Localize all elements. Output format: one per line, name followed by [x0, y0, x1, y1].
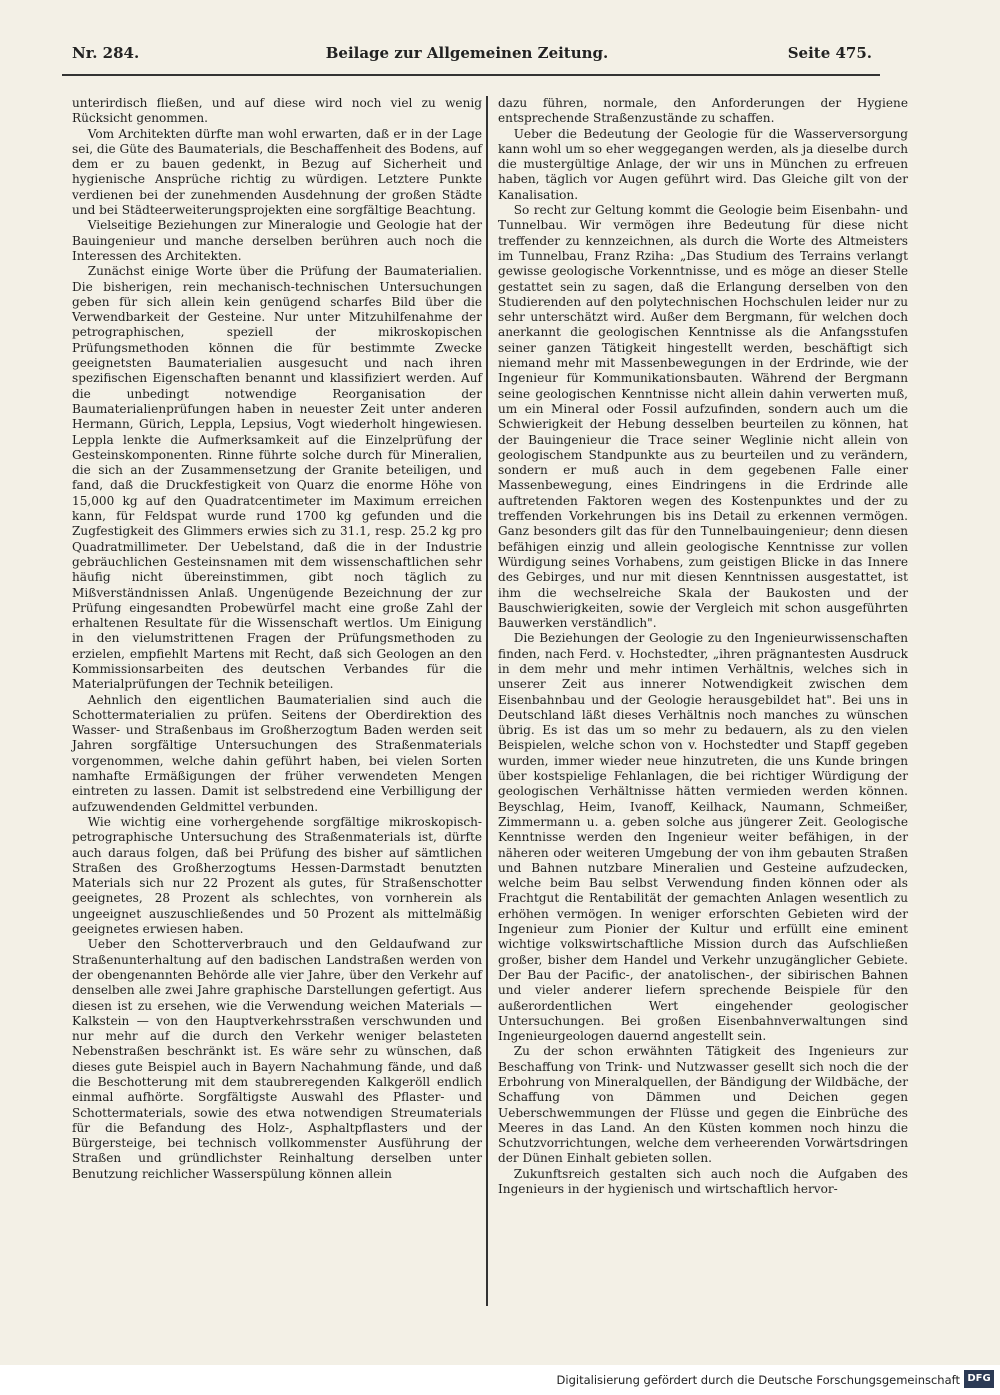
paragraph: Aehnlich den eigentlichen Baumaterialien sind auch die Schottermaterialien zu prüfen. Seitens der Oberdirektion des Wasser- und Straßenbaus im Großherzogtum Baden werden seit Jahren sorgfältige Untersuchungen des Straßenmaterials vorgenommen, welche dahin geführt haben, bei vielen Sorten namhafte Ermäßigungen der früher verwendeten Mengen eintreten zu lassen. Damit ist selbstredend eine Verbilligung der aufzuwendenden Geldmittel verbunden. [72, 692, 482, 814]
paragraph: dazu führen, normale, den Anforderungen der Hygiene entsprechende Straßenzustände zu schaffen. [498, 96, 908, 126]
paragraph: Zukunftsreich gestalten sich auch noch die Aufgaben des Ingenieurs in der hygienisch und wirtschaftlich hervor- [498, 1166, 908, 1197]
paragraph: Ueber die Bedeutung der Geologie für die Wasserversorgung kann wohl um so eher weggegangen werden, als ja dieselbe durch die mustergültige Anlage, der wir uns in München zu erfreuen haben, täglich vor Augen geführt wird. Das Gleiche gilt von der Kanalisation. [498, 126, 908, 202]
header-rule [62, 74, 880, 76]
paragraph: unterirdisch fließen, und auf diese wird noch viel zu wenig Rücksicht genommen. [72, 96, 482, 126]
footer-bar [0, 1365, 1000, 1395]
funding-credit: Digitalisierung gefördert durch die Deutsche Forschungsgemeinschaft [556, 1373, 960, 1387]
page-header [62, 44, 872, 70]
page-number: Seite 475. [787, 44, 872, 62]
dfg-logo: DFG [964, 1370, 994, 1388]
right-column [498, 96, 908, 1197]
column-divider [486, 96, 488, 1306]
paragraph: Zunächst einige Worte über die Prüfung der Baumaterialien. Die bisherigen, rein mechanisch-technischen Untersuchungen geben für sich allein kein genügend scharfes Bild über die Verwendbarkeit der Gesteine. Nur unter Mitzuhilfenahme der petrographischen, speziell der mikroskopischen Prüfungsmethoden können die für bestimmte Zwecke geeignetsten Baumaterialien ausgesucht und nach ihren spezifischen Eigenschaften benannt und klassifiziert werden. Auf die unbedingt notwendige Reorganisation der Baumaterialienprüfungen haben in neuester Zeit unter anderen Hermann, Gürich, Leppla, Lepsius, Vogt wiederholt hingewiesen. Leppla lenkte die Aufmerksamkeit auf die Einzelprüfung der Gesteinskomponenten. Rinne führte solche durch für Mineralien, die sich an der Zusammensetzung der Granite beteiligen, und fand, daß die Druckfestigkeit von Quarz die enorme Höhe von 15,000 kg auf den Quadratcentimeter im Maximum erreichen kann, für Feldspat wurde rund 1700 kg gefunden und die Zugfestigkeit des Glimmers erwies sich zu 31.1, resp. 25.2 kg pro Quadratmillimeter. Der Uebelstand, daß die in der Industrie gebräuchlichen Gesteinsnamen mit dem wissenschaftlichen sehr häufig nicht übereinstimmen, gibt noch täglich zu Mißverständnissen Anlaß. Ungenügende Bezeichnung der zur Prüfung eingesandten Probewürfel macht eine große Zahl der erhaltenen Resultate für die Wissenschaft wertlos. Um Einigung in den vielumstrittenen Fragen der Prüfungsmethoden zu erzielen, empfiehlt Martens mit Recht, daß sich Geologen an den Kommissionsarbeiten des deutschen Verbandes für die Materialprüfungen der Technik beteiligen. [72, 264, 482, 692]
issue-number: Nr. 284. [72, 44, 140, 62]
publication-title: Beilage zur Allgemeinen Zeitung. [325, 44, 609, 62]
paragraph: Vielseitige Beziehungen zur Mineralogie und Geologie hat der Bauingenieur und manche derselben berühren auch noch die Interessen des Architekten. [72, 218, 482, 263]
left-column [72, 96, 482, 1182]
paragraph: Vom Architekten dürfte man wohl erwarten, daß er in der Lage sei, die Güte des Baumaterials, die Beschaffenheit des Bodens, auf dem er zu bauen gedenkt, in Bezug auf Sicherheit und hygienische Ansprüche richtig zu würdigen. Letztere Punkte verdienen bei der zunehmenden Ausdehnung der großen Städte und bei Städteerweiterungsprojekten eine sorgfältige Beachtung. [72, 126, 482, 218]
paragraph: Wie wichtig eine vorhergehende sorgfältige mikroskopisch-petrographische Untersuchung des Straßenmaterials ist, dürfte auch daraus folgen, daß bei Prüfung des bisher auf sämtlichen Straßen des Großherzogtums Hessen-Darmstadt benutzten Materials sich nur 22 Prozent als gutes, für Straßenschotter geeignetes, 28 Prozent als schlechtes, von vornherein als ungeeignet auszuschließendes und 50 Prozent als mittelmäßig geeignetes erwiesen haben. [72, 814, 482, 937]
paragraph: Ueber den Schotterverbrauch und den Geldaufwand zur Straßenunterhaltung auf den badischen Landstraßen werden von der obengenannten Behörde alle vier Jahre, über den Verkehr auf denselben alle zwei Jahre graphische Darstellungen gefertigt. Aus diesen ist zu ersehen, wie die Verwendung weichen Materials — Kalkstein — von den Hauptverkehrsstraßen verschwunden und nur mehr auf die durch den Verkehr weniger belasteten Nebenstraßen beschränkt ist. Es wäre sehr zu wünschen, daß dieses gute Beispiel auch in Bayern Nachahmung fände, und daß die Beschotterung mit dem staubreregenden Kalkgeröll endlich einmal aufhörte. Sorgfältigste Auswahl des Pflaster- und Schottermaterials, sowie des etwa notwendigen Streumaterials für die Befandung des Holz-, Asphaltpflasters und der Bürgersteige, bei technisch vollkommenster Ausführung der Straßen und gründlichster Reinhaltung derselben unter Benutzung reichlicher Wasserspülung können allein [72, 937, 482, 1181]
paragraph: Zu der schon erwähnten Tätigkeit des Ingenieurs zur Beschaffung von Trink- und Nutzwasser gesellt sich noch die der Erbohrung von Mineralquellen, der Bändigung der Wildbäche, der Schaffung von Dämmen und Deichen gegen Ueberschwemmungen der Flüsse und gegen die Einbrüche des Meeres in das Land. An den Küsten kommen noch hinzu die Schutzvorrichtungen, welche dem verheerenden Vorwärtsdringen der Dünen Einhalt gebieten sollen. [498, 1044, 908, 1166]
paragraph: So recht zur Geltung kommt die Geologie beim Eisenbahn- und Tunnelbau. Wir vermögen ihre Bedeutung für diese nicht treffender zu kennzeichnen, als durch die Worte des Altmeisters im Tunnelbau, Franz Rziha: „Das Studium des Terrains verlangt gewisse geologische Vorkenntnisse, und es möge an dieser Stelle gestattet sein zu sagen, daß die Erlangung derselben von den Studierenden auf den polytechnischen Hochschulen leider nur zu sehr unterschätzt wird. Außer dem Bergmann, für welchen doch anerkannt die geologischen Kenntnisse als die Anfangsstufen seiner ganzen Tätigkeit hingestellt werden, beschäftigt sich niemand mehr mit Massenbewegungen in der Erdrinde, wie der Ingenieur für Kommunikationsbauten. Während der Bergmann seine geologischen Kenntnisse nicht allein dahin verwerten muß, um ein Mineral oder Fossil aufzufinden, sondern auch um die Schwierigkeit der Hebung desselben beurteilen zu können, hat der Bauingenieur die Trace seiner Weglinie nicht allein von geologischem Standpunkte aus zu beurteilen und zu verändern, sondern er muß auch in dem gegebenen Falle einer Massenbewegung, eines Eindringens in die Erdrinde alle auftretenden Faktoren wegen des Kostenpunktes und der zu treffenden Vorkehrungen bis ins Detail zu erkennen vermögen. Ganz besonders gilt das für den Tunnelbauingenieur; denn diesen befähigen einzig und allein geologische Kenntnisse zur vollen Würdigung seines Vorhabens, zum geistigen Blicke in das Innere des Gebirges, und nur mit diesen Kenntnissen ausgestattet, ist ihm die wechselreiche Skala der Baukosten und der Bauschwierigkeiten, sowie der Vergleich mit schon ausgeführten Bauwerken verständlich". [498, 203, 908, 631]
paragraph: Die Beziehungen der Geologie zu den Ingenieurwissenschaften finden, nach Ferd. v. Hochstedter, „ihren prägnantesten Ausdruck in dem mehr und mehr intimen Verhältnis, welches sich in unserer Zeit aus innerer Notwendigkeit zwischen dem Eisenbahnbau und der Geologie herausgebildet hat". Bei uns in Deutschland läßt dieses Verhältnis noch manches zu wünschen übrig. Es ist das um so mehr zu bedauern, als zu den vielen Beispielen, welche schon von v. Hochstedter und Stapff gegeben wurden, immer wieder neue hinzutreten, die uns Kunde bringen über kostspielige Fehlanlagen, die bei richtiger Würdigung der geologischen Verhältnisse hätten vermieden werden können. Beyschlag, Heim, Ivanoff, Keilhack, Naumann, Schmeißer, Zimmermann u. a. geben solche aus jüngerer Zeit. Geologische Kenntnisse werden den Ingenieur weiter befähigen, in der näheren oder weiteren Umgebung der von ihm gebauten Straßen und Bahnen nutzbare Mineralien und Gesteine aufzudecken, welche beim Bau selbst Verwendung finden können oder als Frachtgut die Rentabilität der gemachten Anlagen wesentlich zu erhöhen vermögen. In weniger erforschten Gebieten wird der Ingenieur zum Pionier der Kultur und erfüllt eine eminent wichtige volkswirtschaftliche Mission durch das Aufschließen großer, bisher dem Handel und Verkehr unzugänglicher Gebiete. Der Bau der Pacific-, der anatolischen-, der sibirischen Bahnen und vieler anderer liefern sprechende Beispiele für den außerordentlichen Wert eingehender geologischer Untersuchungen. Bei großen Eisenbahnverwaltungen sind Ingenieurgeologen dauernd angestellt sein. [498, 631, 908, 1044]
